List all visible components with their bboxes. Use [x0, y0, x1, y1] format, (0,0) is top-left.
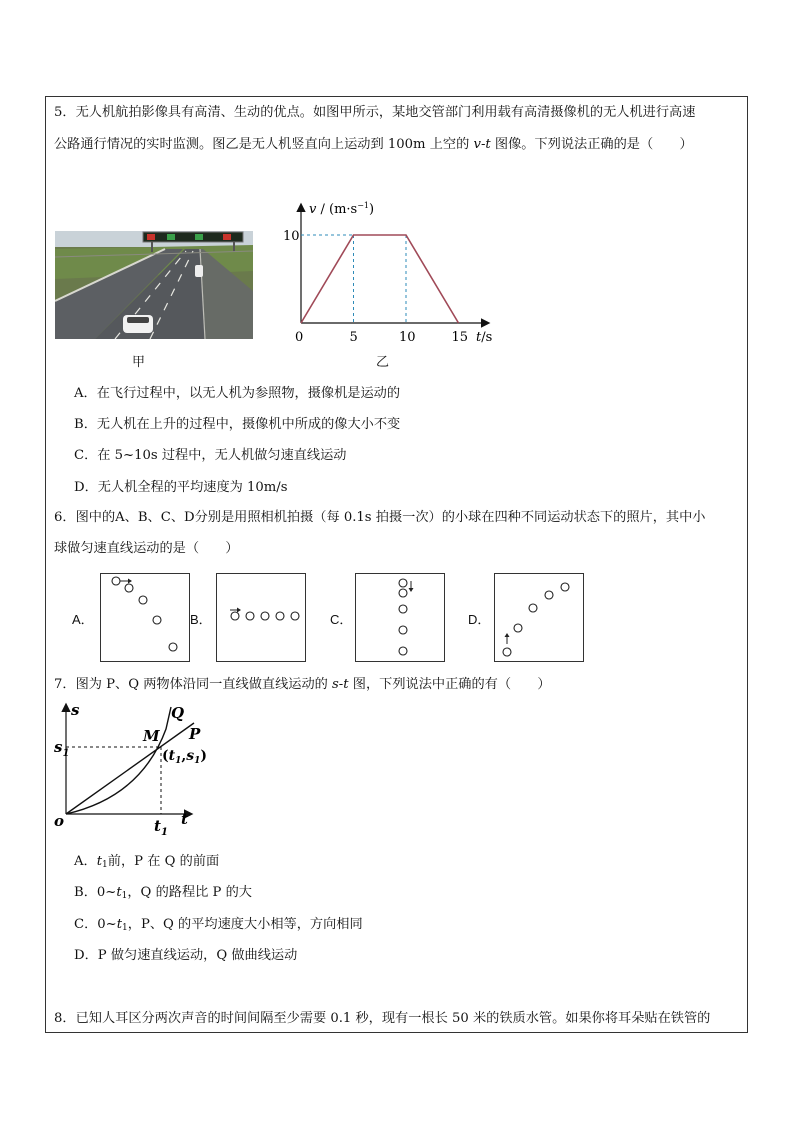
ball — [545, 591, 553, 599]
q6-photo-a — [100, 573, 190, 662]
highway-drone-photo — [55, 231, 253, 339]
q6-line1: 6．图中的A、B、C、D分别是用照相机拍摄（每 0.1s 拍摄一次）的小球在四种不同运动状态下的照片，其中小 — [54, 510, 706, 525]
q6-photo-b — [216, 573, 306, 662]
q6-photo-d — [494, 573, 584, 662]
ball — [399, 647, 407, 655]
q7-option-d: D．P 做匀速直线运动，Q 做曲线运动 — [74, 948, 298, 963]
vt-ytick-label: 10 — [283, 229, 300, 244]
vt-xtick-label: 15 — [451, 330, 469, 345]
vt-graph — [283, 201, 523, 351]
arrow-up-icon — [505, 633, 510, 644]
vt-xtick-label: 5 — [349, 330, 358, 345]
ball — [399, 589, 407, 597]
q8-line1: 8．已知人耳区分两次声音的时间间隔至少需要 0.1 秒，现有一根长 50 米的铁质水管。如果你将耳朵贴在铁管的 — [54, 1011, 711, 1026]
vt-ylabel: $v / (m\cdot s^{-1})$ — [309, 201, 375, 217]
ball — [399, 605, 407, 613]
ball — [139, 596, 147, 604]
q7-option-b: B．$0\sim t_1$，Q 的路程比 P 的大 — [74, 885, 252, 901]
q6-label-d: D． — [468, 612, 491, 627]
ball — [291, 612, 299, 620]
q5-line1: 5．无人机航拍影像具有高清、生动的优点。如图甲所示，某地交管部门利用载有高清摄像机的无人机进行高速 — [54, 105, 696, 120]
q5-line2: 公路通行情况的实时监测。图乙是无人机竖直向上运动到 100m 上空的 v-t 图像。下列说法正确的是（ ） — [54, 137, 693, 152]
q7-option-a: A．$t_1$前，P 在 Q 的前面 — [74, 854, 220, 870]
st-q-label: Q — [171, 704, 185, 722]
st-s-label: s — [71, 701, 80, 719]
arrow-right-icon — [120, 579, 132, 584]
caption-jia: 甲 — [132, 355, 146, 370]
st-graph — [51, 699, 221, 839]
q6-label-c: C． — [330, 612, 353, 627]
ball — [514, 624, 522, 632]
question-frame — [45, 96, 748, 1033]
st-s1-label: $s_1$ — [54, 738, 70, 759]
q5-option-c: C．在 5~10s 过程中，无人机做匀速直线运动 — [74, 448, 347, 463]
ball — [561, 583, 569, 591]
arrow-down-icon — [409, 581, 414, 592]
caption-yi: 乙 — [376, 355, 390, 370]
ball — [169, 643, 177, 651]
vt-origin: 0 — [295, 330, 304, 345]
q5-option-a: A．在飞行过程中，以无人机为参照物，摄像机是运动的 — [74, 386, 401, 401]
ball — [246, 612, 254, 620]
q6-label-a: A． — [72, 612, 94, 627]
q6-line2: 球做匀速直线运动的是（ ） — [54, 541, 239, 556]
q6-photo-c — [355, 573, 445, 662]
ball — [276, 612, 284, 620]
ball — [231, 612, 239, 620]
vt-series-line — [301, 235, 459, 323]
st-origin-label: o — [54, 812, 65, 830]
ball — [503, 648, 511, 656]
vt-xtick-label: 10 — [399, 330, 416, 345]
st-t-label: t — [181, 810, 188, 828]
q5-option-b: B．无人机在上升的过程中，摄像机中所成的像大小不变 — [74, 417, 401, 432]
q6-label-b: B． — [190, 612, 212, 627]
vt-xlabel: t/s — [476, 330, 493, 345]
ball — [529, 604, 537, 612]
ball — [399, 579, 407, 587]
ball — [112, 577, 120, 585]
st-t1-label: $t_1$ — [154, 817, 168, 838]
q7-line1: 7．图为 P、Q 两物体沿同一直线做直线运动的 s-t 图，下列说法中正确的有（ ） — [54, 677, 551, 692]
ball — [153, 616, 161, 624]
st-point-label: $(t_1,s_1)$ — [162, 748, 208, 766]
ball — [399, 626, 407, 634]
q7-option-c: C．$0\sim t_1$，P、Q 的平均速度大小相等，方向相同 — [74, 917, 363, 933]
st-curve-q — [66, 707, 171, 814]
ball — [125, 584, 133, 592]
st-p-label: P — [189, 725, 201, 743]
st-m-label: M — [143, 727, 160, 745]
st-line-p — [66, 723, 194, 814]
ball — [261, 612, 269, 620]
q5-option-d: D．无人机全程的平均速度为 10m/s — [74, 480, 288, 495]
